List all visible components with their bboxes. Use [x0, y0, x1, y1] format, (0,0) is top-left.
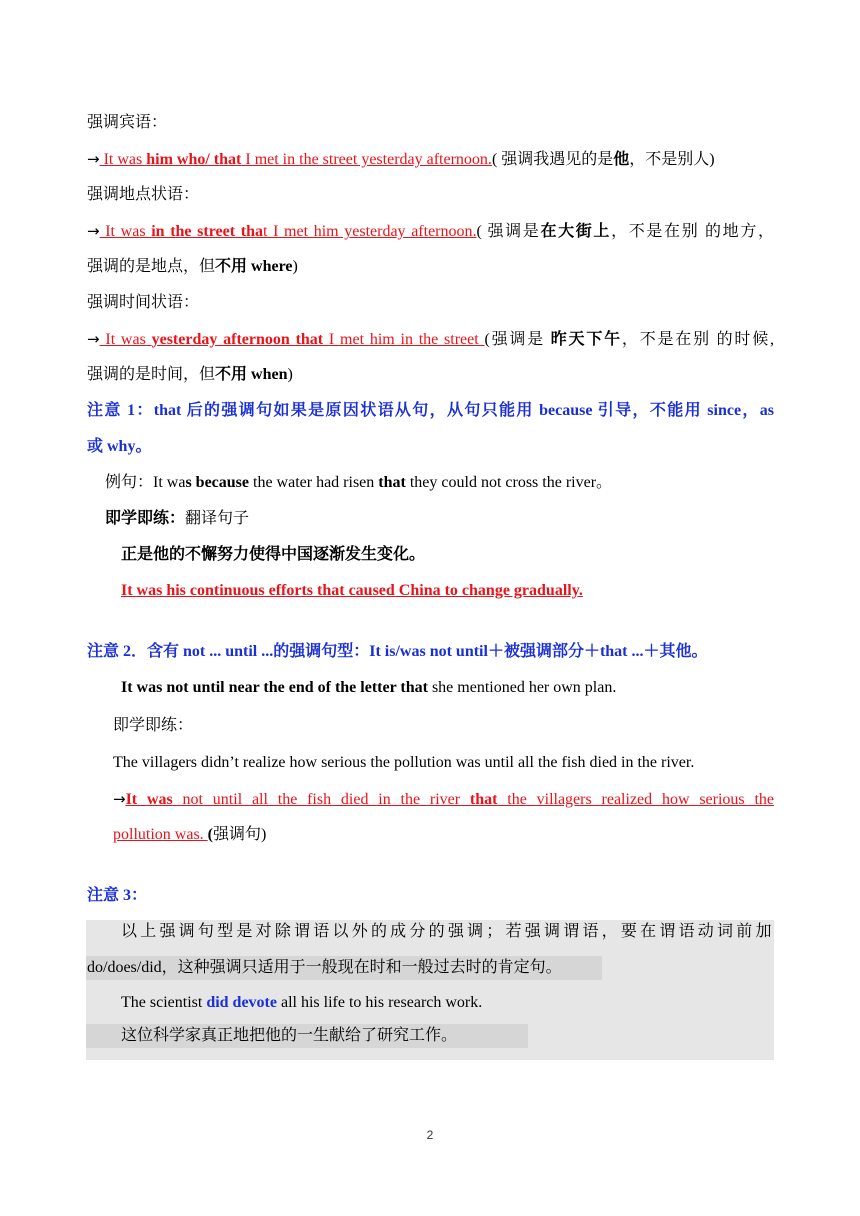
example-object: → It was him who/ that I met in the street yesterday afternoon.( 强调我遇见的是他，不是别人)	[87, 150, 715, 168]
note2-example: It was not until near the end of the letter that she mentioned her own plan.	[121, 679, 617, 696]
note2-practice: 即学即练：	[113, 717, 194, 734]
note2-answer-line2: pollution was. (强调句)	[113, 826, 267, 843]
arrow-icon: →	[113, 790, 126, 808]
note1-answer: It was his continuous efforts that caused China to change gradually.	[121, 582, 583, 599]
note1-practice: 即学即练：翻译句子	[105, 510, 250, 527]
note3-para-line2: do/does/did，这种强调只适用于一般现在时和一般过去时的肯定句。	[87, 959, 562, 976]
note1-example: 例句：It was because the water had risen that they could not cross the river。	[105, 474, 613, 491]
page-number: 2	[426, 1128, 434, 1142]
arrow-icon: →	[87, 330, 100, 348]
note2-sentence: The villagers didn’t realize how serious the pollution was until all the fish died in the river.	[113, 754, 695, 771]
note1-line2: 或 why。	[87, 438, 152, 455]
note1-line1: 注意 1：that 后的强调句如果是原因状语从句，从句只能用 because 引导，不能用 since，as	[87, 402, 774, 419]
example-time: → It was yesterday afternoon that I met him in the street (强调是 昨天下午，不是在别 的时候,	[87, 330, 774, 348]
arrow-icon: →	[87, 150, 100, 168]
note3-example-cn: 这位科学家真正地把他的一生献给了研究工作。	[121, 1027, 458, 1044]
heading-place: 强调地点状语：	[87, 186, 200, 203]
note3-example: The scientist did devote all his life to his research work.	[121, 994, 483, 1011]
example-place-line2: 强调的是地点，但不用 where)	[87, 258, 298, 275]
example-place: → It was in the street that I met him yesterday afternoon.( 强调是在大街上，不是在别 的地方，	[87, 222, 774, 240]
note3-para-line1: 以上强调句型是对除谓语以外的成分的强调；若强调谓语，要在谓语动词前加	[121, 923, 773, 940]
note1-chinese: 正是他的不懈努力使得中国逐渐发生变化。	[121, 546, 426, 563]
note2-line1: 注意 2．含有 not ... until ...的强调句型：It is/was not until＋被强调部分＋that ...＋其他。	[87, 643, 708, 660]
example-time-line2: 强调的是时间，但不用 when)	[87, 366, 293, 383]
arrow-icon: →	[87, 222, 100, 240]
note2-answer: →It was not until all the fish died in the river that the villagers realized how serious the	[113, 790, 775, 808]
heading-object: 强调宾语：	[87, 114, 168, 131]
note3-heading: 注意 3：	[87, 887, 148, 904]
heading-time: 强调时间状语：	[87, 294, 200, 311]
